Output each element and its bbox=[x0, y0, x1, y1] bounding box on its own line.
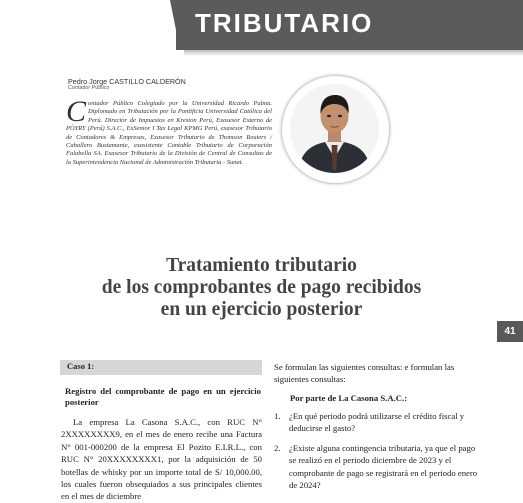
question-item bbox=[274, 410, 478, 435]
article-title-line-2: de los comprobantes de pago recibidos bbox=[101, 277, 422, 298]
case-body-content: La empresa La Casona S.A.C., con RUC N° 2XXXXXXXX9, en el mes de enero recibe una Factura N° 001-000200 de la empresa El Pozito E.I.R.L., con RUC N° 20XXXXXXXX1, por la adquisición de 50 botellas de whisky por un importe total de S/ 10,000.00, los cuales fueron obsequiados a sus principales clientes en el mes de diciembre bbox=[61, 417, 262, 502]
article-title bbox=[0, 255, 523, 321]
author-bio bbox=[66, 95, 272, 167]
question-text: ¿Existe alguna contingencia tributaria, ya que el pago se realizó en el periodo diciembre de 2023 y el comprobante de pago se registrará en el periodo enero de 2024? bbox=[289, 443, 478, 491]
bio-dropcap: C bbox=[66, 95, 87, 128]
case-body-text bbox=[61, 416, 262, 503]
author-name: Pedro Jorge CASTILLO CALDERÓN bbox=[68, 77, 186, 86]
question-number: 1. bbox=[274, 411, 281, 421]
section-banner-shadow bbox=[184, 50, 523, 56]
consultas-intro: Se formulan las siguientes consultas: e formulan las siguientes consultas: bbox=[274, 362, 455, 385]
question-item bbox=[274, 442, 478, 492]
question-number: 2. bbox=[274, 443, 281, 453]
section-title: TRIBUTARIO bbox=[195, 8, 374, 38]
article-title-line-3: en un ejercicio posterior bbox=[160, 299, 363, 320]
article-title-line-1: Tratamiento tributario bbox=[166, 255, 357, 276]
case-label: Caso 1: bbox=[67, 361, 95, 371]
question-text: ¿En qué periodo podrá utilizarse el crédito fiscal y deducirse el gasto? bbox=[289, 411, 465, 434]
author-role: Contador Público bbox=[68, 85, 110, 91]
case-sub-heading: Registro del comprobante de pago en un ejercicio posterior bbox=[65, 386, 261, 407]
page-number: 41 bbox=[497, 321, 523, 342]
author-photo bbox=[290, 84, 379, 173]
consultas-heading: Por parte de La Casona S.A.C.: bbox=[290, 393, 408, 403]
bio-text: ontador Público Colegiado por la Universidad Ricardo Palma. Diplomado en Tributación por la Pontificia Universidad Católica del Perú. Director de Impuestos en Kreston Perú, Exasesor Externo de PÖYRY (Perú) S.A.C., ExSenior I Tax Legal KPMG Perú, exasesor Tributario de Contadores & Empresas, Exasesor Tributario de Thomson Reuters / Caballero Bustamante, exasistente Contable Tributario de Corporación Falabella SA. Exasesor Tributario de la División de Central de Consultas de la Superintendencia Nacional de Administración Tributaria - Sunat. bbox=[66, 100, 272, 166]
